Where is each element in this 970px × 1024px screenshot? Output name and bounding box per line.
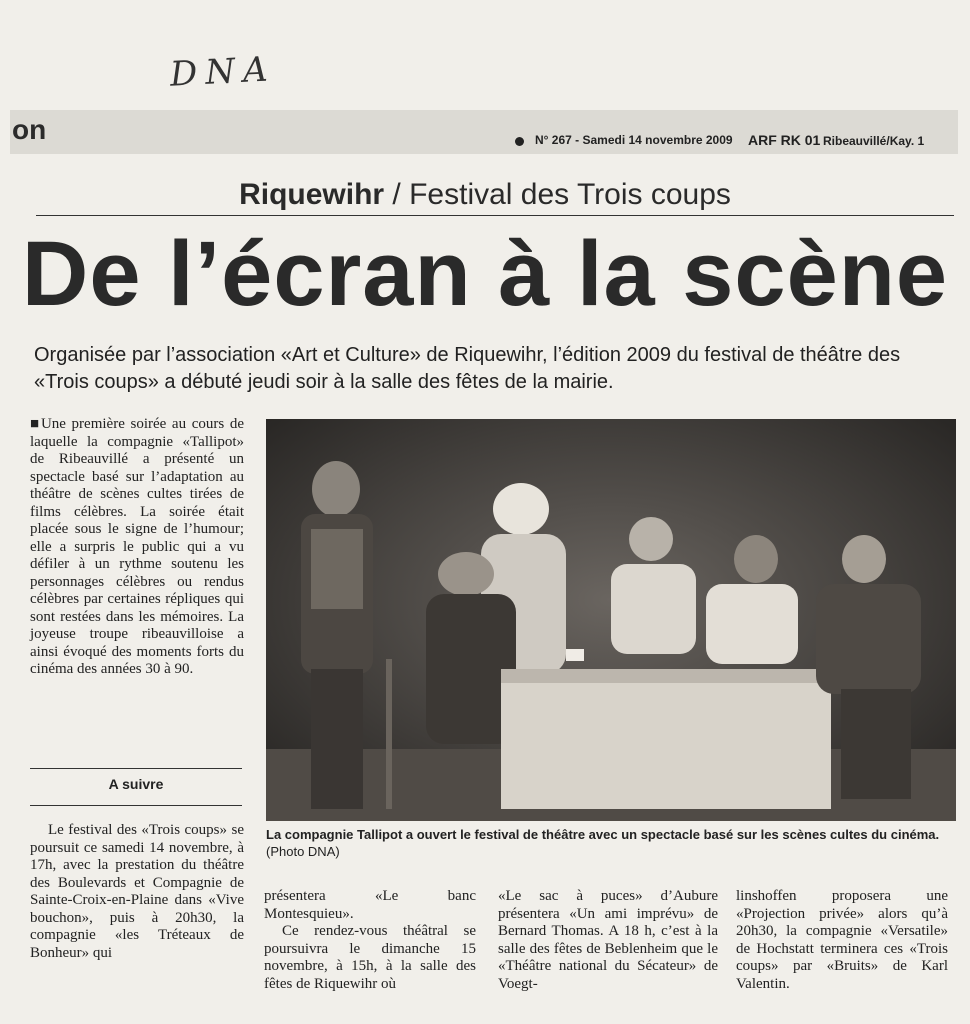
stage-photo xyxy=(266,419,956,821)
kicker-rule xyxy=(36,215,954,216)
headline: De l’écran à la scène xyxy=(21,223,949,325)
article-column-3 xyxy=(498,888,718,993)
photo-caption xyxy=(266,826,956,860)
kicker-event: Festival des Trois coups xyxy=(409,178,731,211)
kicker-separator: / xyxy=(384,178,410,211)
edition-code: ARF RK 01 xyxy=(748,132,821,148)
intro-paragraph: ■Une première soirée au cours de laquelle la compagnie «Tallipot» de Ribeauvillé a présenté un spectacle basé sur l’adaptation au théâtre de scènes cultes tirées de films célèbres. La soirée était placée sous le signe de l’humour; elle a surpris le public qui a vu défiler à un rythme soutenu les personnages célèbres ou rendus célèbres par certaines répliques qui sont restées dans les mémoires. La joyeuse troupe ribeauvilloise a ainsi évoqué des moments forts du cinéma des années 30 à 90. xyxy=(30,416,244,677)
bullet-icon xyxy=(515,137,524,146)
article-column-1b xyxy=(30,822,244,962)
paragraph: présentera «Le banc Montesquieu». xyxy=(264,888,476,922)
caption-credit: (Photo DNA) xyxy=(266,844,340,859)
subhead-rule-bottom xyxy=(30,805,242,806)
header-left-fragment: on xyxy=(12,114,47,145)
handwritten-note: DNA xyxy=(169,49,277,95)
kicker-town: Riquewihr xyxy=(239,178,385,211)
lede: Organisée par l’association «Art et Culture» de Riquewihr, l’édition 2009 du festival de théâtre des «Trois coups» a débuté jeudi soir à la salle des fêtes de la mairie. xyxy=(34,344,901,393)
paragraph: Le festival des «Trois coups» se poursuit ce samedi 14 novembre, à 17h, avec la prestation du théâtre des Boulevards et Compagnie de Sainte-Croix-en-Plaine dans «Vive bouchon», puis à 20h30, la compagnie «les Tréteaux de Bonheur» qui xyxy=(30,822,244,961)
kicker xyxy=(0,178,970,212)
article-column-1 xyxy=(30,416,244,679)
article-column-4 xyxy=(736,888,948,993)
photo-illustration xyxy=(266,419,956,821)
caption-text: La compagnie Tallipot a ouvert le festival de théâtre avec un spectacle basé sur les scènes cultes du cinéma. xyxy=(266,827,940,842)
article-column-2 xyxy=(264,888,476,993)
issue-date: N° 267 - Samedi 14 novembre 2009 xyxy=(535,133,733,147)
subhead-rule-top xyxy=(30,768,242,769)
paragraph: «Le sac à puces» d’Aubure présentera «Un ami imprévu» de Bernard Thomas. A 18 h, c’est à la salle des fêtes de Beblenheim que le «Théâtre national du Sécateur» de Voegt- xyxy=(498,888,718,992)
paragraph: Ce rendez-vous théâtral se poursuivra le dimanche 15 novembre, à 15h, à la salle des fêtes de Riquewihr où xyxy=(264,923,476,992)
subhead: A suivre xyxy=(108,776,164,792)
page-label: Ribeauvillé/Kay. 1 xyxy=(823,134,925,148)
paragraph: linshoffen proposera une «Projection privée» alors qu’à 20h30, la compagnie «Versatile» de Hochstatt terminera ces «Trois coups» par «Bruits» de Karl Valentin. xyxy=(736,888,948,992)
